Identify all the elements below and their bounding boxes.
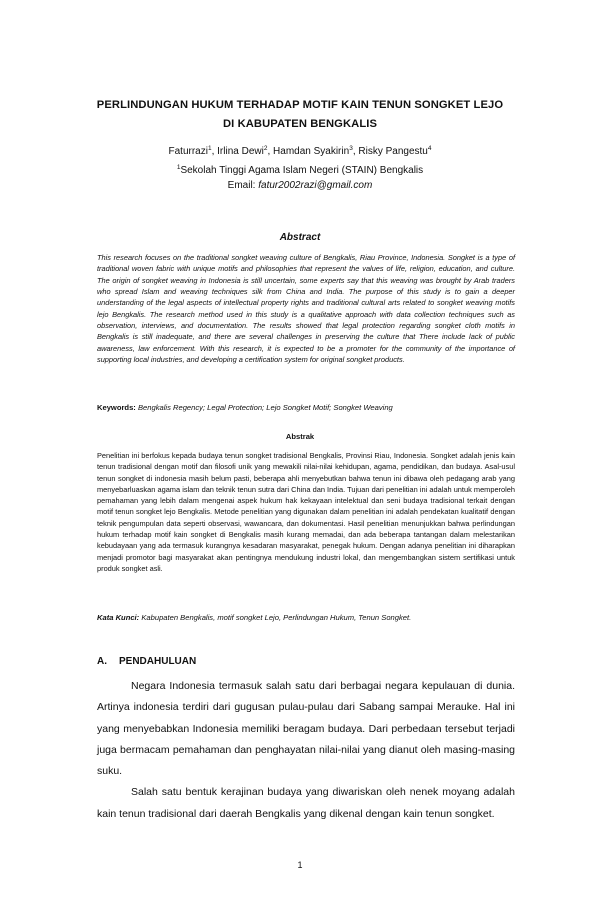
title-line-2: DI KABUPATEN BENGKALIS	[222, 118, 378, 130]
abstract-english-text: This research focuses on the traditional songket weaving culture of Bengkalis, Riau Province, Indonesia. Songket is a type of traditional woven fabric with unique motifs and philosophies that represent the values of life, religion, education, and culture. The origin of songket weaving in Indonesia is still uncertain, some experts say that this weaving was brought by Arab traders who spread Islam and weaving techniques silk from China and India. The purpose of this study is to gain a deeper understanding of the legal aspects of intellectual property rights and traditional cultural arts related to songket weaving motifs lejo Bengkalis. The research method used in this study is a qualitative approach with data collection techniques such as observation, interviews, and documentation. The results showed that legal protection regarding songket cloth motifs in Bengkalis is still inadequate, and there are several challenges in preserving the culture that There include lack of public awareness, law enforcement. With this research, it is expected to be a promoter for the community of the importance of supporting local industries, and developing a certification system for original songket products.	[97, 253, 515, 365]
author-name: Hamdan Syakirin	[273, 146, 350, 157]
page-number: 1	[297, 860, 303, 870]
email-label: Email:	[227, 180, 259, 191]
author-name: Irlina Dewi	[217, 146, 264, 157]
keywords-label: Keywords:	[97, 403, 136, 412]
abstrak-indonesian-text: Penelitian ini berfokus kepada budaya tenun songket tradisional Bengkalis, Provinsi Riau, Indonesia. Songket adalah jenis kain tenun tradisional dengan motif dan filosofi unik yang mewakili nilai-nilai kehidupan, agama, pendidikan, dan budaya. Asal-usul tenun songket di indonesia masih belum pasti, beberapa ahli menyebutkan bahwa tenun ini dibawa oleh pedagang arab yang menyebarluaskan agama islam dan teknik tenun sutra dari China dan India. Tujuan dari penelitian ini adalah untuk memperoleh pemahaman yang lebih dalam mengenai aspek hukum hak kekayaan intelektual dan seni budaya tradisional terkait dengan motif tenun songket lejo Bengkalis. Metode penelitian yang digunakan dalam penelitian ini adalah pendekatan kualitatif dengan teknik pengumpulan data seperti observasi, wawancara, dan dokumentasi. Hasil penelitian menunjukkan bahwa perlindungan hukum terhadap motif kain songket di Bengkalis masih kurang memadai, dan ada beberapa tantangan dalam melestarikan kebudayaan yang ada termasuk kurangnya kesadaran masyarakat, penegak hukum. Dengan adanya penelitian ini diharapkan menjadi promotor bagi masyarakat akan pentingnya mendukung industri lokal, dan mengembangkan sistem sertifikasi untuk produk songket asli.	[97, 451, 515, 573]
body-paragraph: Negara Indonesia termasuk salah satu dari berbagai negara kepulauan di dunia. Artinya indonesia terdiri dari gugusan pulau-pulau dari Sabang sampai Merauke. Hal ini yang menyebabkan Indonesia memiliki beragam budaya. Dari perbedaan tersebut terjadi juga bermacam pemahaman dan penghayatan nilai-nilai yang dianut oleh masing-masing suku.	[97, 680, 515, 778]
kata-kunci-text: Kabupaten Bengkalis, motif songket Lejo, Perlindungan Hukum, Tenun Songket.	[141, 613, 412, 622]
author-superscript: 2	[263, 145, 268, 152]
section-heading	[97, 656, 196, 667]
author-superscript: 4	[427, 145, 432, 152]
section-title: PENDAHULUAN	[119, 656, 197, 667]
section-number: A.	[97, 656, 107, 667]
keywords-text: Bengkalis Regency; Legal Protection; Lejo Songket Motif; Songket Weaving	[137, 403, 393, 412]
author-superscript: 3	[349, 145, 353, 152]
author-name: Risky Pangestu	[358, 146, 428, 157]
affiliation	[80, 160, 520, 179]
paper-title	[80, 96, 520, 134]
affiliation-text: Sekolah Tinggi Agama Islam Negeri (STAIN) Bengkalis	[180, 164, 424, 176]
author-block	[80, 141, 520, 194]
email-line	[80, 178, 520, 194]
title-line-1: PERLINDUNGAN HUKUM TERHADAP MOTIF KAIN TENUN SONGKET LEJO	[96, 99, 504, 111]
affiliation-superscript: 1	[176, 163, 181, 171]
author-name: Faturrazi	[168, 146, 208, 157]
email-address: fatur2002razi@gmail.com	[258, 180, 373, 191]
abstrak-heading: Abstrak	[285, 432, 315, 441]
body-paragraph: Salah satu bentuk kerajinan budaya yang diwariskan oleh nenek moyang adalah kain tenun tradisional dari daerah Bengkalis yang dikenal dengan kain tenun songket.	[97, 786, 515, 820]
section-body	[97, 676, 515, 825]
kata-kunci-line	[97, 613, 515, 622]
author-superscript: 1	[207, 145, 212, 152]
abstract-heading: Abstract	[279, 232, 321, 243]
author-list: Faturrazi$^1$, Irlina Dewi$^2$, Hamdan Syakirin$^3$, Risky Pangestu$^4$	[168, 145, 432, 157]
keywords-line	[97, 403, 515, 412]
kata-kunci-label: Kata Kunci:	[97, 613, 140, 622]
